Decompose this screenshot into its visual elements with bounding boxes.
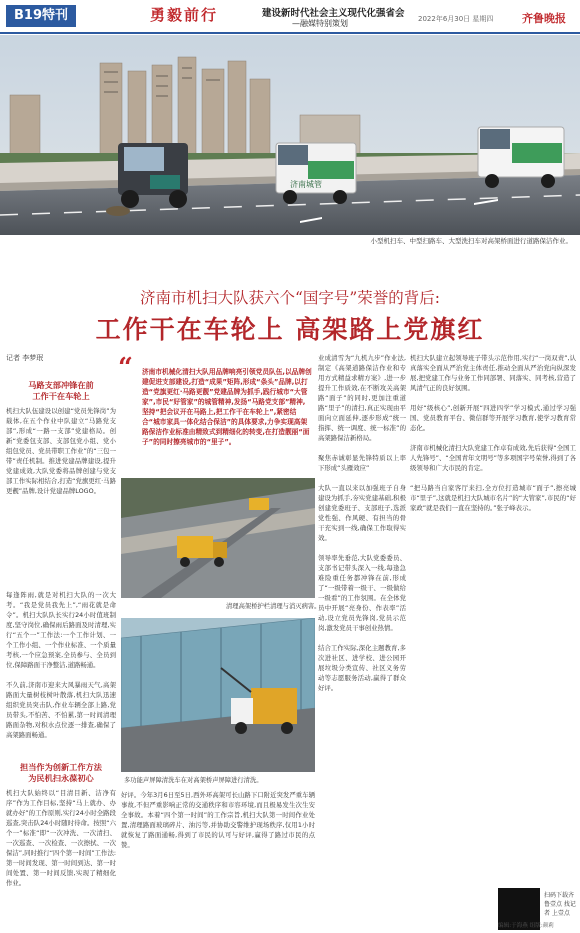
topic-title: 建设新时代社会主义现代化强省会 bbox=[262, 8, 405, 19]
lead-quote bbox=[118, 353, 314, 477]
middle-photo-2 bbox=[121, 618, 315, 772]
column-3-text: 业成清雪为“九机九步”作业法,制定《高架道路保洁作业和专用方式精益求精方案》,进一步提升工作质效,在不断攻关高架路“面子”的同时,更加注重道路“里子”的清扫,真正实现由平面向立面延伸,逐步形成“统一指挥、统一调度、统一标准”的高架路保洁新格局。 聚焦赤诚彰显先锋特质以上率下形成“头雁效应” 大队一直以来以加强班子自身建设为抓手,夯实党建基础,积极创建党委班子、支部班子,选派党性强、作风硬、有担当的骨干充实到一线,确保工作取得实效。 领导率先垂范,大队党委委员、支部书记带头深入一线,每逢急难险重任务都冲锋在前,形成了“一级带着一级干、一级做给一级看”的工作氛围。在全体党员中开展“亮身份、作表率”活动,设立党员先锋岗,党员示范岗,激发党员干事创业热情。 结合工作实际,深化主题教育,多次进社区、进学校、进公园开展垃圾分类宣传、社区义务劳动等志愿服务活动,赢得了群众好评。 bbox=[318, 354, 406, 692]
article-title: 工作干在车轮上 高架路上党旗红 bbox=[95, 315, 485, 344]
publish-date: 2022年6月30日 星期四 bbox=[418, 15, 494, 23]
sound-barrier-cleaning-photo bbox=[121, 618, 315, 772]
editor-credit: 编辑:于海燕 组版:颜莉 bbox=[498, 923, 554, 929]
quote-text: 济南市机械化清扫大队用品牌响亮引领党员队伍,以品牌创建促进支部建设,打造“成果”矩阵,形成“条头”品牌,以打造“党旗更红·马路更靓”党建品牌为抓手,践行城市“大管家”,市民“好管家”的城管精神,发扬“马路党支部”精神,坚持“把会议开在马路上,把工作干在车轮上”,紧密结合“城市家具一体化结合保洁”的具体要求,力争实现高架路保洁作业标准由精致式到精细化的转变,在打造靓丽“面子”的同时擦亮城市的“里子”。 bbox=[142, 368, 312, 446]
sweeper-trucks-photo bbox=[0, 35, 580, 235]
article-subtitle: 济南市机扫大队获六个“国字号”荣誉的背后: bbox=[139, 289, 441, 307]
quote-mark-icon: “ bbox=[118, 353, 133, 383]
column-1-paragraph-2: 每逢阵雨,就是对机扫大队的一次大考。“我是党员我先上”,“雨花就是命令”。机扫大队队长实行24小时值班制度,坚守岗位,确保雨后路面及时清理,实行“五个一”工作法:一个工作计划、一个工作小组、一个作业标准、一个质量考核,一个应急预案,全员参与、全员到位,保障路面干净整洁,道路畅通。 bbox=[6, 591, 116, 669]
column-4-text: 机扫大队建立起领导班子带头示范作用,实行“一岗双责”,认真落实全面从严治党主体责任,推动全面从严治党向纵深发展,把党建工作与业务工作同部署、同落实、同考核,营造了风清气正的良好氛围。 用好“级核心”,创新开展“四进四学”学习模式,通过学习强国、党员教育平台、微信群等开展学习教育,使学习教育常态化。 济南市机械化清扫大队党建工作卓有成效,先后获得“全国工人先锋号”、“全国青年文明号”等多项国字号荣誉,得到了各级领导和广大市民的肯定。 “把马路当自家客厅来扫,全方位打造城市“面子”,擦亮城市“里子”,这就是机扫大队城市名片”的“大管家”,市民的“好家政”就是我们一直在坚持的。”张子峰表示。 bbox=[410, 354, 576, 512]
top-photo bbox=[0, 35, 580, 235]
top-photo-caption: 小型机扫车、中型扫路车、大型洗扫车对高架桥面进行道路保洁作业。 bbox=[370, 237, 572, 245]
topic-subtitle: —融媒特别策划 bbox=[292, 19, 348, 28]
column-2-bottom-text: 好评。今年3月6日至5日,西外环高架可长山路下口附近突发严重车辆事故,不但严重影响正常的交通秩序和市容环境,而且极易发生次生安全事故。本着“四个第一时间”的工作宗旨,机扫大队第一时间作业处置,清理路面玻璃碎片、油污等,并协助交警维护现场秩序,仅用1小时就恢复了路面通畅,得到了市民的认可与好评,赢得了路过市民的点赞。 bbox=[121, 791, 315, 849]
page-header bbox=[0, 0, 580, 34]
section-heading-2: 担当作为创新工作方法 为民机扫永葆初心 bbox=[20, 762, 102, 783]
truck-label: 济南城管 bbox=[290, 180, 322, 189]
qr-text: 扫码下载齐鲁壹点 找记者 上壹点 bbox=[544, 892, 576, 917]
column-1-paragraph-3: 不久前,济南市迎来大风暴雨天气,高架路面大量树枝树叶散落,机扫大队迅速组织党员突击队,作业车辆全部上路,党员带头,不怕苦、不怕累,第一时间清理路面杂物,对积水点位逐一排查,确保了高架路面畅通。 bbox=[6, 681, 116, 739]
newspaper-logo: 齐鲁晚报 bbox=[522, 12, 566, 25]
overpass-cleaning-photo bbox=[121, 478, 315, 598]
column-1-paragraph-1: 机扫大队伍建设以创建“党员先锋岗”为载体,在五个作业中队建立“马路党支部”,形成“一路一支部”党建格局。创新“党委包支部、支部包党小组、党小组包党员、党员带职工作业”的“三包一带”责任机制。推进党建品牌建设,提升党建成效,大队党委将品牌创建与党支部工作实际相结合,打造“党旗更红·马路更靓”品牌,设计党建品牌LOGO。 bbox=[6, 407, 116, 495]
middle-photo-1 bbox=[121, 478, 315, 598]
page-number: B19特刊 bbox=[6, 5, 76, 27]
middle-photo-1-caption: 清理高架桥护栏清理与消灭病害。 bbox=[226, 603, 321, 610]
section-title: 勇毅前行 bbox=[150, 6, 219, 24]
header-rule bbox=[0, 32, 580, 34]
section-heading-1: 马路支部冲锋在前 工作干在车轮上 bbox=[28, 380, 94, 401]
middle-photo-2-caption: 多功能声屏障清洗车在对高架桥声屏障进行清洗。 bbox=[124, 777, 263, 784]
reporter-byline: 记者 李梦珉 bbox=[6, 354, 44, 362]
column-1-paragraph-4: 机扫大队始终以“目清目新、洁净有序”作为工作目标,坚持“马上就办、办就办好”的工作原则,实行24小时全路段巡查,突击队24小时随时待命。按照“六个一”标准“即“一次冲洗、一次清扫、一次巡查、一次检查、一次擦拭、一次保洁”,同时推行“四个第一时间”工作法:第一时间发现、第一时间到达、第一时间处置、第一时间反馈,实现了精细化作业。 bbox=[6, 789, 116, 887]
